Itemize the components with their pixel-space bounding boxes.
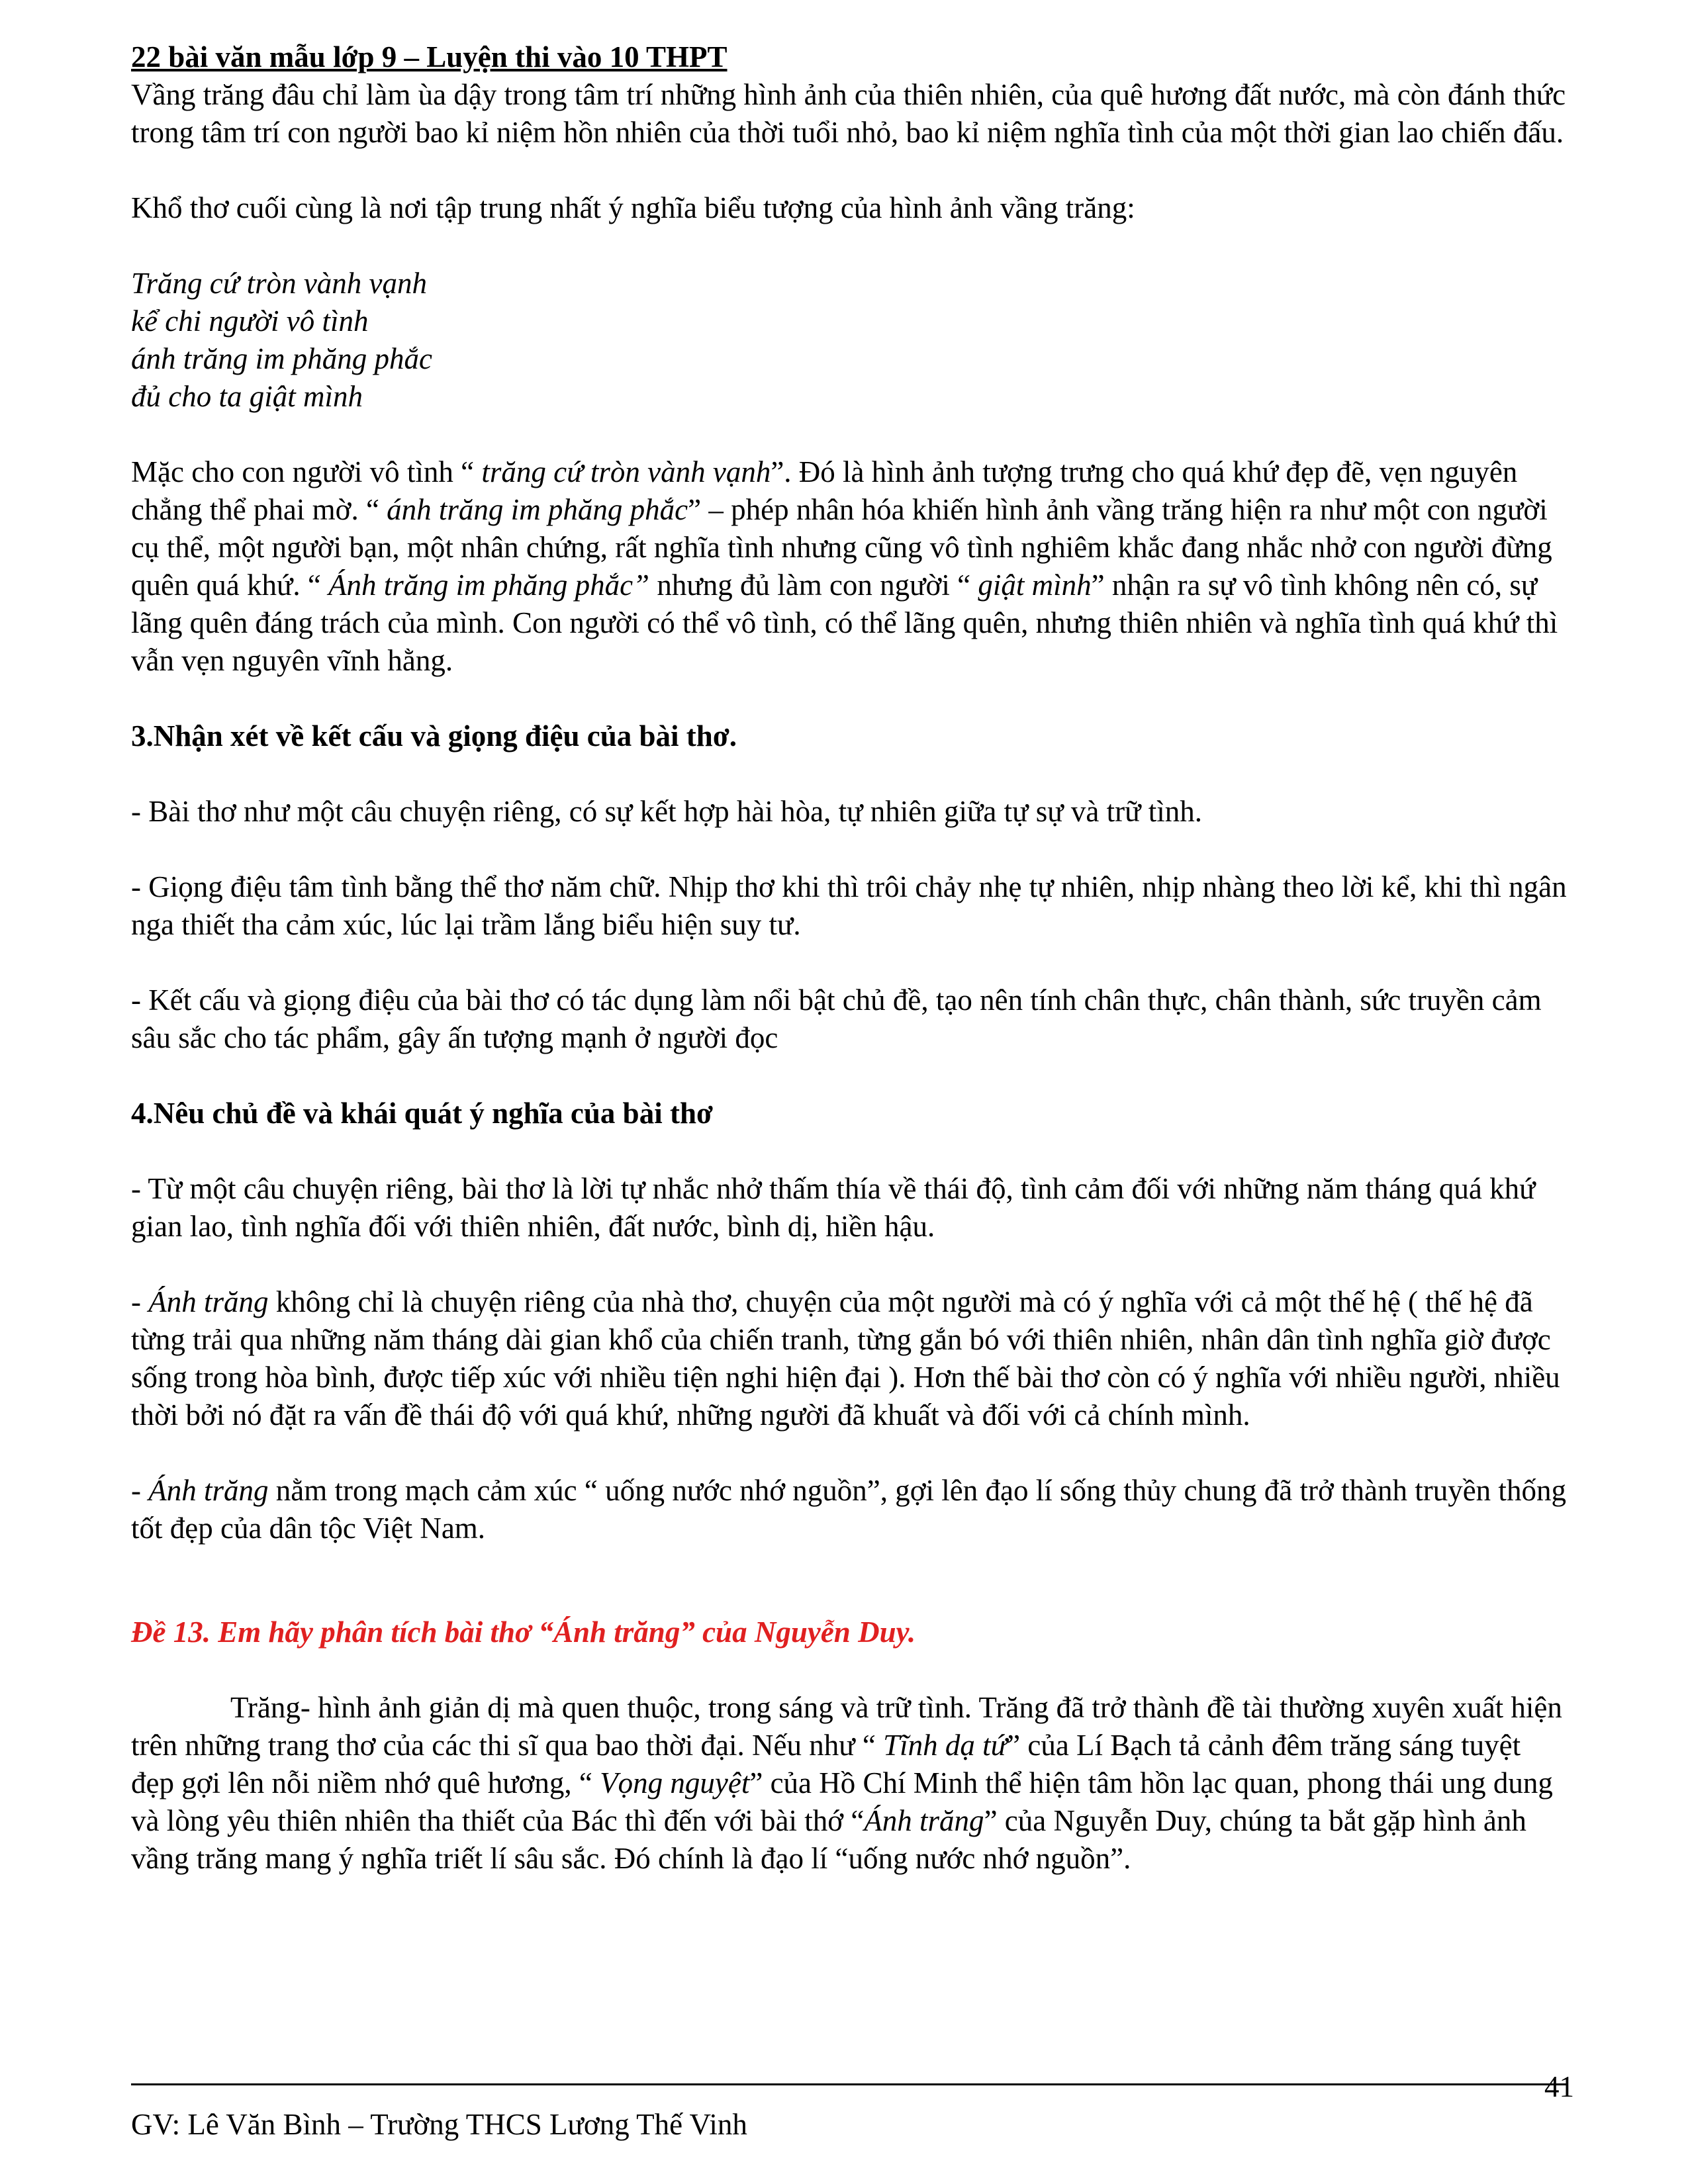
section-4-heading: 4.Nêu chủ đề và khái quát ý nghĩa của bài thơ: [131, 1097, 713, 1130]
item-prefix: -: [131, 1285, 149, 1318]
section-3-item: - Kết cấu và giọng điệu của bài thơ có tác dụng làm nổi bật chủ đề, tạo nên tính chân thực, chân thành, sức truyền cảm sâu sắc cho tác phẩm, gây ấn tượng mạnh ở người đọc: [131, 983, 1542, 1054]
poem-line: Trăng cứ tròn vành vạnh: [131, 267, 428, 300]
essay-quote: Vọng nguyệt: [600, 1766, 750, 1799]
page-number: 41: [1544, 2070, 1574, 2103]
section-4-item: [131, 1472, 1568, 1547]
essay-title: Đề 13. Em hãy phân tích bài thơ “Ánh trăng” của Nguyễn Duy.: [131, 1615, 916, 1649]
poem-line: ánh trăng im phăng phắc: [131, 342, 432, 375]
poem-line: đủ cho ta giật mình: [131, 380, 363, 413]
essay-quote: Tĩnh dạ tứ: [883, 1729, 1008, 1762]
analysis-text: ”. Đó là hình ảnh tượng trưng cho quá khứ đẹp đẽ, vẹn nguyên chẳng thể phai mờ. “: [131, 455, 1518, 526]
section-3-item: - Giọng điệu tâm tình bằng thể thơ năm chữ. Nhịp thơ khi thì trôi chảy nhẹ tự nhiên, nhịp nhàng theo lời kể, khi thì ngân nga thiết tha cảm xúc, lúc lại trầm lắng biểu hiện suy tư.: [131, 870, 1567, 941]
section-3-item: - Bài thơ như một câu chuyện riêng, có sự kết hợp hài hòa, tự nhiên giữa tự sự và trữ tình.: [131, 795, 1203, 828]
poem-title-italic: Ánh trăng: [148, 1285, 269, 1318]
essay-text: ” của Nguyễn Duy, chúng ta bắt gặp hình ảnh vầng trăng mang ý nghĩa triết lí sâu sắc. Đó chính là đạo lí “uống nước nhớ nguồn”.: [131, 1804, 1526, 1875]
analysis-text: ” – phép nhân hóa khiến hình ảnh vầng trăng hiện ra như một con người cụ thể, một người bạn, một nhân chứng, rất nghĩa tình nhưng cũng vô tình nghiêm khắc đang nhắc nhở con người đừng quên quá khứ. “: [131, 493, 1552, 602]
poem-stanza: [131, 265, 1568, 416]
last-stanza-intro: Khổ thơ cuối cùng là nơi tập trung nhất ý nghĩa biểu tượng của hình ảnh vầng trăng:: [131, 191, 1135, 224]
essay-quote: Ánh trăng: [864, 1804, 984, 1837]
analysis-text: Mặc cho con người vô tình “: [131, 455, 482, 488]
document-header: 22 bài văn mẫu lớp 9 – Luyện thi vào 10 THPT: [131, 40, 727, 73]
section-4-item: - Từ một câu chuyện riêng, bài thơ là lời tự nhắc nhở thấm thía về thái độ, tình cảm đối với những năm tháng quá khứ gian lao, tình nghĩa đối với thiên nhiên, đất nước, bình dị, hiền hậu.: [131, 1172, 1536, 1243]
item-text: nằm trong mạch cảm xúc “ uống nước nhớ nguồn”, gợi lên đạo lí sống thủy chung đã trở thành truyền thống tốt đẹp của dân tộc Việt Nam.: [131, 1474, 1566, 1545]
footer-text: GV: Lê Văn Bình – Trường THCS Lương Thế Vinh: [131, 2108, 747, 2141]
analysis-text: nhưng đủ làm con người “: [649, 569, 978, 602]
analysis-quote: Ánh trăng im phăng phắc”: [328, 569, 650, 602]
footer-divider: [131, 2083, 1568, 2085]
essay-paragraph: [131, 1689, 1568, 1878]
poem-title-italic: Ánh trăng: [148, 1474, 269, 1507]
essay-text: ” của Hồ Chí Minh thể hiện tâm hồn lạc quan, phong thái ung dung và lòng yêu thiên nhiên tha thiết của Bác thì đến với bài thớ “: [131, 1766, 1553, 1837]
intro-paragraph: Vầng trăng đâu chỉ làm ùa dậy trong tâm trí những hình ảnh của thiên nhiên, của quê hương đất nước, mà còn đánh thức trong tâm trí con người bao kỉ niệm hồn nhiên của thời tuổi nhỏ, bao kỉ niệm nghĩa tình của một thời gian lao chiến đấu.: [131, 78, 1566, 149]
essay-text: Trăng- hình ảnh giản dị mà quen thuộc, trong sáng và trữ tình. Trăng đã trở thành đề tài thường xuyên xuất hiện trên những trang thơ của các thi sĩ qua bao thời đại. Nếu như “: [131, 1691, 1562, 1762]
analysis-quote: ánh trăng im phăng phắc: [387, 493, 688, 526]
item-text: không chỉ là chuyện riêng của nhà thơ, chuyện của một người mà có ý nghĩa với cả một thế hệ ( thế hệ đã từng trải qua những năm tháng dài gian khổ của chiến tranh, từng gắn bó với thiên nhiên, nhân dân tình nghĩa giờ được sống trong hòa bình, được tiếp xúc với nhiều tiện nghi hiện đại ). Hơn thế bài thơ còn có ý nghĩa với nhiều người, nhiều thời bởi nó đặt ra vấn đề thái độ với quá khứ, những người đã khuất và đối với cả chính mình.: [131, 1285, 1560, 1432]
analysis-text: ” nhận ra sự vô tình không nên có, sự lãng quên đáng trách của mình. Con người có thể vô tình, có thể lãng quên, nhưng thiên nhiên và nghĩa tình quá khứ thì vẫn vẹn nguyên vĩnh hằng.: [131, 569, 1558, 677]
essay-text: ” của Lí Bạch tả cảnh đêm trăng sáng tuyệt đẹp gợi lên nỗi niềm nhớ quê hương, “: [131, 1729, 1521, 1799]
analysis-quote: giật mình: [978, 569, 1092, 602]
page-content: [131, 38, 1568, 1878]
poem-line: kể chi người vô tình: [131, 304, 369, 338]
item-prefix: -: [131, 1474, 149, 1507]
analysis-paragraph: [131, 453, 1568, 680]
section-4-item: [131, 1283, 1568, 1434]
analysis-quote: trăng cứ tròn vành vạnh: [481, 455, 771, 488]
section-3-heading: 3.Nhận xét về kết cấu và giọng điệu của bài thơ.: [131, 719, 737, 752]
